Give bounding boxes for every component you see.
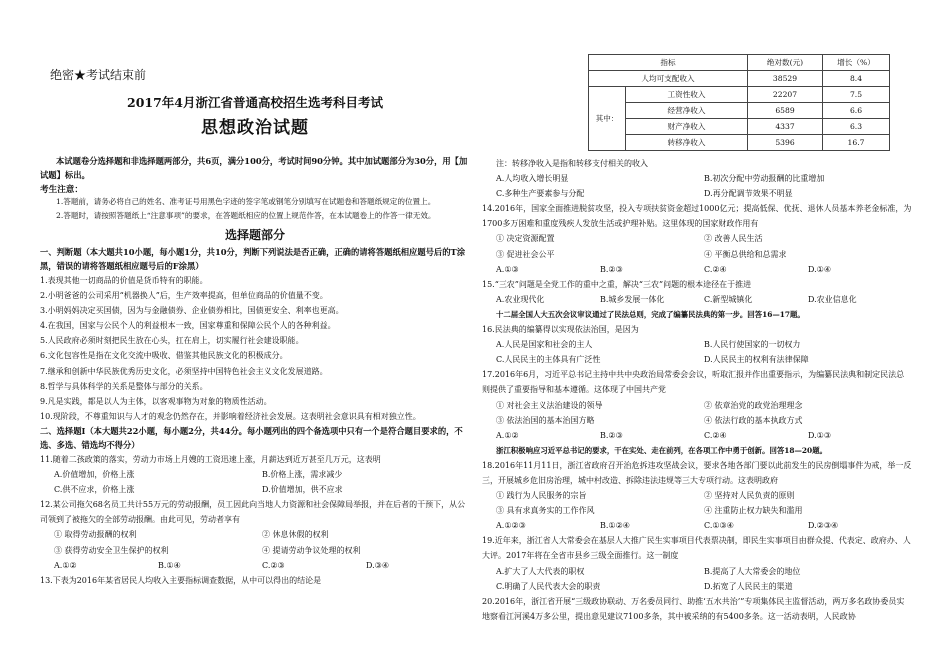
question-11-options-row2 (40, 482, 470, 497)
table-cell: 6589 (748, 103, 823, 119)
question-18-stem: 18.2016年11月11日，浙江省政府召开治危拆违攻坚战会议，要求各地各部门要以此前发生的民房倒塌事件为戒，举一反三，开展城乡危旧房治理，城中村改造、拆除违法违规等三大专项行动。这表明政府 (482, 460, 912, 485)
question-14-options (482, 262, 912, 277)
question-12-items-row1 (40, 527, 470, 542)
option-a: A.①② (496, 430, 519, 440)
option-a: A.①③ (496, 264, 519, 274)
table-cell: 经营净收入 (626, 103, 748, 119)
question-16-options-row2 (482, 352, 912, 367)
question-17-items-row2 (482, 413, 912, 428)
notice-1: 1.答题前，请务必将自己的姓名、准考证号用黑色字迹的签字笔或钢笔分别填写在试题卷和答题纸规定的位置上。 (56, 197, 436, 206)
option-d: D.拓宽了人民民主的渠道 (704, 581, 793, 591)
option-d: D.③④ (366, 560, 390, 570)
question-14-stem: 14.2016年，国家全面推进脱贫攻坚，投入专项扶贫资金超过1000亿元；提高低保、优抚、退休人员基本养老金标准，为1700多万困难和重度残疾人发放生活或护理补贴。这里体现的国家财政作用有 (482, 204, 912, 229)
option-d: D.①③ (808, 430, 832, 440)
option-b: B.价格上涨，需求减少 (262, 470, 343, 480)
part2-heading: 二、选择题Ⅰ（本大题共22小题，每小题2分，共44分。每小题列出的四个备选项中只有一个是符合题目要求的，不选、多选、错选均不得分） (40, 425, 463, 450)
option-a: A.扩大了人大代表的职权 (496, 566, 585, 576)
item-1: ① 对社会主义法治建设的领导 (496, 400, 603, 410)
option-b: B.②③ (600, 264, 623, 274)
table-header-row (589, 55, 890, 71)
question-15-options (482, 292, 912, 307)
confidential-mark: 绝密★考试结束前 (50, 68, 147, 82)
judgment-item: 4.在我国，国家与公民个人的利益根本一致，国家尊重和保障公民个人的各种利益。 (40, 321, 336, 331)
question-12-stem: 12.某公司拖欠68名员工共计55万元的劳动报酬，员工因此向当地人力资源和社会保障局举报，并在后者的干预下，从公司领到了被拖欠的全部劳动报酬。由此可见，劳动者享有 (40, 500, 466, 525)
table-cell: 转移净收入 (626, 135, 748, 151)
table-cell: 16.7 (823, 135, 890, 151)
question-18-items-row1 (482, 488, 912, 503)
table-cell: 7.5 (823, 87, 890, 103)
table-cell: 8.4 (823, 71, 890, 87)
option-a: A.人民是国家和社会的主人 (496, 340, 593, 350)
question-15-stem: 15.“三农”问题是全党工作的重中之重，解决“三农”问题的根本途径在于推进 (482, 279, 752, 289)
judgment-item: 2.小明爸爸的公司采用“机器换人”后，生产效率提高，但单位商品的价值量不变。 (40, 291, 328, 301)
question-19-options-row1 (482, 564, 912, 579)
notice-heading: 考生注意： (40, 185, 83, 195)
table-header: 绝对数(元) (748, 55, 823, 71)
option-b: B.城乡发展一体化 (600, 294, 665, 304)
judgment-item: 6.文化包容性是指在文化交流中吸收、借鉴其他民族文化的积极成分。 (40, 351, 288, 361)
item-3: ③ 获得劳动安全卫生保护的权利 (54, 545, 169, 555)
option-b: B.提高了人大常委会的地位 (704, 566, 801, 576)
question-12-items-row2 (40, 543, 470, 558)
question-19-options-row2 (482, 579, 912, 594)
question-11-stem: 11.随着二孩政策的落实，劳动力市场上月嫂的工资迅速上涨，月薪达到近万甚至几万元，这表明 (40, 454, 381, 464)
item-4: ④ 提请劳动争议处理的权利 (262, 545, 361, 555)
item-1: ① 取得劳动报酬的权利 (54, 530, 137, 540)
option-d: D.再分配调节效果不明显 (704, 189, 793, 199)
option-a: A.①② (54, 560, 77, 570)
option-a: A.价值增加，价格上涨 (54, 470, 135, 480)
table-cell: 财产净收入 (626, 119, 748, 135)
question-14-items-row1 (482, 231, 912, 246)
table-header: 增长（%） (823, 55, 890, 71)
group-note-16-17: 十二届全国人大五次会议审议通过了民法总则，完成了编纂民法典的第一步。回答16—17题。 (496, 309, 805, 319)
question-11-options-row1 (40, 467, 470, 482)
judgment-item: 3.小明妈妈决定买国债，因为与金融债券、企业债券相比，国债更安全、利率也更高。 (40, 306, 344, 316)
item-4: ④ 依法行政的基本执政方式 (704, 415, 803, 425)
question-12-options (40, 558, 470, 573)
table-row (589, 71, 890, 87)
option-c: C.供不应求，价格上涨 (54, 485, 135, 495)
option-d: D.农业信息化 (808, 294, 857, 304)
option-c: C.新型城镇化 (704, 294, 753, 304)
table-cell: 人均可支配收入 (589, 71, 748, 87)
item-3: ③ 具有求真务实的工作作风 (496, 506, 595, 516)
income-table (588, 54, 890, 151)
judgment-item: 9.凡是实践，都是以人为主体，以客观事物为对象的物质性活动。 (40, 396, 272, 406)
judgment-item: 1.表现其他一切商品的价值是货币特有的职能。 (40, 276, 208, 285)
question-17-stem: 17.2016年6月，习近平总书记主持中共中央政治局常委会会议，听取汇报并作出重要指示，为编纂民法典和制定民法总则提供了重要指导和基本遵循。这体现了中国共产党 (482, 370, 905, 395)
table-header: 指标 (589, 55, 748, 71)
group-note-18-20: 浙江积极响应习近平总书记的要求，干在实处、走在前列，在各项工作中勇于创新。回答18—20题。 (496, 445, 827, 455)
option-b: B.①②④ (600, 521, 630, 531)
exam-title: 2017年4月浙江省普通高校招生选考科目考试 (127, 95, 383, 110)
option-d: D.①④ (808, 264, 832, 274)
question-18-options (482, 518, 912, 533)
table-cell: 6.3 (823, 119, 890, 135)
option-c: C.多种生产要素参与分配 (496, 189, 585, 199)
item-2: ② 休息休假的权利 (262, 530, 329, 540)
option-b: B.②③ (600, 430, 623, 440)
table-cell: 工资性收入 (626, 87, 748, 103)
option-d: D.价值增加，供不应求 (262, 485, 343, 495)
item-3: ③ 依法治国的基本治国方略 (496, 415, 595, 425)
item-2: ② 坚持对人民负责的原则 (704, 491, 795, 501)
question-17-options (482, 428, 912, 443)
table-row (589, 87, 890, 103)
table-cell: 5396 (748, 135, 823, 151)
option-c: C.②③ (262, 560, 285, 570)
table-cell: 4337 (748, 119, 823, 135)
option-a: A.农业现代化 (496, 294, 545, 304)
item-2: ② 依章治党的政党治理理念 (704, 400, 803, 410)
question-13-options-row2 (482, 186, 912, 201)
part1-heading: 一、判断题（本大题共10小题，每小题1分，共10分，判断下列说法是否正确，正确的请将答题纸相应题号后的T涂黑，错误的请将答题纸相应题号后的F涂黑） (40, 247, 465, 271)
item-1: ① 践行为人民服务的宗旨 (496, 491, 587, 501)
table-row (589, 103, 890, 119)
section-title: 选择题部分 (224, 228, 285, 242)
right-column (482, 156, 912, 624)
question-16-stem: 16.民法典的编纂得以实现依法治国，是因为 (482, 325, 639, 335)
question-17-items-row1 (482, 398, 912, 413)
question-19-stem: 19.近年来，浙江省人大常委会在基层人大推广民生实事项目代表票决制，即民生实事项目由群众提、代表定、政府办、人大评。2017年将在全省市县乡三级全面推行。这一制度 (482, 536, 911, 561)
question-18-items-row2 (482, 503, 912, 518)
judgment-item: 5.人民政府必须时刻把民生放在心头，扛在肩上，切实履行社会建设职能。 (40, 336, 304, 346)
item-2: ② 改善人民生活 (704, 234, 763, 244)
option-a: A.人均收入增长明显 (496, 174, 569, 184)
option-d: D.人民民主的权利有法律保障 (704, 355, 809, 365)
intro-text: 本试题卷分选择题和非选择题两部分，共6页，满分100分，考试时间90分钟。其中加试题部分为30分，用【加试题】标出。 (40, 156, 468, 180)
option-c: C.②④ (704, 430, 727, 440)
question-13-options-row1 (482, 171, 912, 186)
notice-2: 2.答题时，请按照答题纸上“注意事项”的要求，在答题纸相应的位置上规范作答，在本试题卷上的作答一律无效。 (56, 211, 436, 220)
option-c: C.明确了人民代表大会的职责 (496, 581, 601, 591)
option-c: C.①③④ (704, 521, 734, 531)
table-row (589, 135, 890, 151)
option-d: D.②③④ (808, 521, 839, 531)
judgment-item: 7.继承和创新中华民族优秀历史文化，必须坚持中国特色社会主义文化发展道路。 (40, 366, 328, 376)
table-group-label: 其中： (589, 87, 626, 151)
option-b: B.①④ (158, 560, 181, 570)
item-4: ④ 平衡总供给和总需求 (704, 249, 787, 259)
judgment-item: 10.现阶段，不尊重知识与人才的观念仍然存在，并影响着经济社会发展。这表明社会意识具有相对独立性。 (40, 411, 421, 421)
table-cell: 38529 (748, 71, 823, 87)
item-4: ④ 注重防止权力缺失和滥用 (704, 506, 803, 516)
item-3: ③ 促进社会公平 (496, 249, 555, 259)
judgment-item: 8.哲学与具体科学的关系是整体与部分的关系。 (40, 381, 208, 391)
option-c: C.人民民主的主体具有广泛性 (496, 355, 601, 365)
option-a: A.①②③ (496, 521, 526, 531)
question-13-stem: 13.下表为2016年某省居民人均收入主要指标调查数据，从中可以得出的结论是 (40, 575, 322, 585)
option-c: C.②④ (704, 264, 727, 274)
table-row (589, 119, 890, 135)
question-16-options-row1 (482, 337, 912, 352)
left-column (40, 62, 470, 588)
judgment-list (40, 273, 470, 424)
question-20-stem: 20.2016年，浙江省开展“三级政协联动、万名委员同行、助推‘五水共治’”专项集体民主监督活动，两万多名政协委员实地察看江河溪4万多公里，提出意见建议7100多条，其中被采纳的有5400多条。这一活动表明，人民政协 (482, 596, 905, 621)
table-cell: 6.6 (823, 103, 890, 119)
question-13-note: 注：转移净收入是指和转移支付相关的收入 (496, 159, 648, 168)
table-cell: 22207 (748, 87, 823, 103)
item-1: ① 决定资源配置 (496, 234, 555, 244)
option-b: B.人民行使国家的一切权力 (704, 340, 801, 350)
question-14-items-row2 (482, 247, 912, 262)
subject-title: 思想政治试题 (201, 118, 309, 138)
option-b: B.初次分配中劳动报酬的比重增加 (704, 174, 825, 184)
